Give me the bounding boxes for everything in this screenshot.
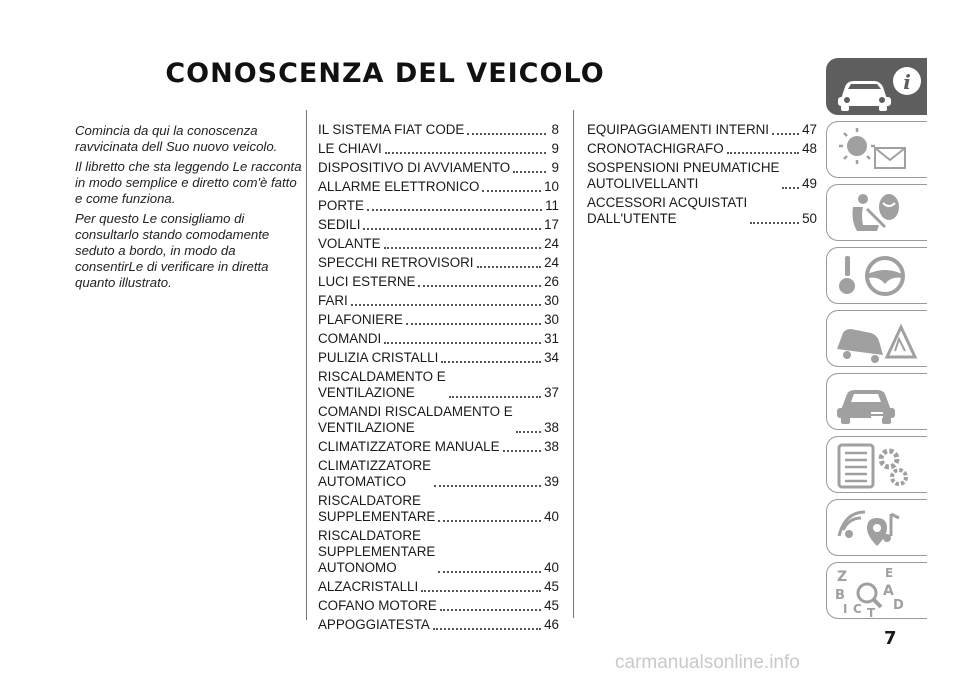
toc-leader-dots xyxy=(513,171,546,173)
toc-entry-label: SOSPENSIONI PNEUMATICHE AUTOLIVELLANTI xyxy=(587,160,780,191)
steering-key-icon xyxy=(827,248,928,305)
toc-leader-dots xyxy=(384,247,542,249)
index-letter: Z xyxy=(837,569,848,585)
specs-gear-icon xyxy=(827,437,928,494)
toc-entry-label: EQUIPAGGIAMENTI INTERNI xyxy=(587,122,770,137)
toc-entry-page: 38 xyxy=(544,439,559,454)
tab-car-service[interactable] xyxy=(826,373,927,430)
toc-entry-page: 47 xyxy=(802,122,817,137)
tab-car-accident[interactable] xyxy=(826,310,927,367)
toc-entry-page: 40 xyxy=(544,560,559,575)
intro-paragraph: Comincia da qui la conoscenza ravvicinata dell Suo nuovo veicolo. xyxy=(75,123,278,154)
toc-entry-page: 45 xyxy=(544,579,559,594)
toc-entry-page: 11 xyxy=(545,198,559,213)
airbag-seat-icon xyxy=(827,185,928,242)
toc-entry[interactable] xyxy=(318,141,559,157)
toc-entry[interactable] xyxy=(318,293,559,309)
toc-entry-page: 24 xyxy=(544,236,559,251)
toc-entry[interactable] xyxy=(318,331,559,347)
toc-leader-dots xyxy=(503,450,542,452)
toc-entry[interactable] xyxy=(318,369,559,401)
toc-leader-dots xyxy=(385,152,546,154)
toc-entry-page: 48 xyxy=(802,141,817,156)
index-letter: A xyxy=(883,583,894,599)
toc-entry-page: 46 xyxy=(544,617,559,632)
car-accident-icon xyxy=(827,311,928,368)
toc-entry-label: RISCALDAMENTO E VENTILAZIONE xyxy=(318,369,446,400)
toc-entry[interactable] xyxy=(318,217,559,233)
toc-leader-dots xyxy=(440,609,541,611)
toc-entry[interactable] xyxy=(318,236,559,252)
tab-airbag-seat[interactable] xyxy=(826,184,927,241)
toc-leader-dots xyxy=(477,266,542,268)
toc-entry-page: 37 xyxy=(544,385,559,400)
toc-entry[interactable] xyxy=(318,439,559,455)
column-divider xyxy=(573,110,574,618)
toc-entry-page: 45 xyxy=(544,598,559,613)
toc-entry-label: COMANDI xyxy=(318,331,382,346)
toc-entry-page: 49 xyxy=(802,176,817,191)
chapter-tabs xyxy=(826,58,930,625)
toc-entry[interactable] xyxy=(318,528,559,576)
toc-entry-label: LE CHIAVI xyxy=(318,141,382,156)
toc-entry-label: PORTE xyxy=(318,198,364,213)
toc-entry[interactable] xyxy=(318,617,559,633)
toc-entry[interactable] xyxy=(587,160,817,192)
toc-leader-dots xyxy=(482,190,541,192)
toc-leader-dots xyxy=(363,228,541,230)
toc-leader-dots xyxy=(750,222,799,224)
toc-entry-label: DISPOSITIVO DI AVVIAMENTO xyxy=(318,160,511,175)
toc-entry-page: 30 xyxy=(544,312,559,327)
tab-warning-lights[interactable] xyxy=(826,121,927,178)
toc-leader-dots xyxy=(467,133,546,135)
toc-entry-page: 26 xyxy=(544,274,559,289)
tab-steering-key[interactable] xyxy=(826,247,927,304)
toc-leader-dots xyxy=(421,590,541,592)
toc-entry-page: 50 xyxy=(802,211,817,226)
toc-entry-label: PULIZIA CRISTALLI xyxy=(318,350,439,365)
toc-leader-dots xyxy=(727,152,799,154)
intro-text xyxy=(75,123,305,295)
toc-entry[interactable] xyxy=(318,493,559,525)
toc-entry[interactable] xyxy=(587,122,817,138)
toc-entry[interactable] xyxy=(318,579,559,595)
multimedia-icon xyxy=(827,500,928,557)
toc-entry-label: CLIMATIZZATORE MANUALE xyxy=(318,439,500,454)
toc-leader-dots xyxy=(406,323,541,325)
toc-leader-dots xyxy=(449,396,541,398)
toc-leader-dots xyxy=(438,520,541,522)
index-letter: I xyxy=(843,602,848,616)
toc-leader-dots xyxy=(418,285,541,287)
tab-specs[interactable] xyxy=(826,436,927,493)
toc-leader-dots xyxy=(516,431,541,433)
svg-text:i: i xyxy=(903,70,911,94)
toc-entry-page: 40 xyxy=(544,509,559,524)
watermark: carmanualsonline.info xyxy=(615,652,800,673)
toc-entry-label: COFANO MOTORE xyxy=(318,598,437,613)
tab-index[interactable] xyxy=(826,562,927,619)
toc-leader-dots xyxy=(782,187,799,189)
toc-entry[interactable] xyxy=(587,195,817,227)
index-letter: T xyxy=(867,606,876,620)
warning-lights-icon xyxy=(827,122,928,179)
toc-entry[interactable] xyxy=(318,404,559,436)
toc-leader-dots xyxy=(441,361,541,363)
car-info-icon xyxy=(827,59,928,116)
toc-entry-label: COMANDI RISCALDAMENTO E VENTILAZIONE xyxy=(318,404,513,435)
toc-leader-dots xyxy=(433,628,541,630)
toc-entry-page: 38 xyxy=(544,420,559,435)
toc-entry[interactable] xyxy=(318,458,559,490)
toc-entry-label: ALZACRISTALLI xyxy=(318,579,419,594)
toc-leader-dots xyxy=(367,209,542,211)
toc-entry-page: 24 xyxy=(544,255,559,270)
page-number: 7 xyxy=(884,628,897,649)
index-letters-icon xyxy=(827,563,928,620)
toc-entry[interactable] xyxy=(318,198,559,214)
toc-entry[interactable] xyxy=(318,312,559,328)
index-letter: B xyxy=(835,588,845,603)
toc-entry-label: FARI xyxy=(318,293,348,308)
toc-entry-label: CLIMATIZZATORE AUTOMATICO xyxy=(318,458,432,489)
tab-multimedia[interactable] xyxy=(826,499,927,556)
toc-entry-label: SPECCHI RETROVISORI xyxy=(318,255,474,270)
toc-entry-label: CRONOTACHIGRAFO xyxy=(587,141,724,156)
toc-entry[interactable] xyxy=(587,141,817,157)
toc-entry[interactable] xyxy=(318,350,559,366)
toc-entry-page: 10 xyxy=(544,179,559,194)
car-service-icon xyxy=(827,374,928,431)
toc-entry[interactable] xyxy=(318,179,559,195)
toc-entry-label: ACCESSORI ACQUISTATI DALL'UTENTE xyxy=(587,195,748,226)
toc-entry-label: LUCI ESTERNE xyxy=(318,274,416,289)
toc-entry-label: APPOGGIATESTA xyxy=(318,617,430,632)
column-divider xyxy=(306,110,307,620)
page-title: CONOSCENZA DEL VEICOLO xyxy=(165,58,605,89)
index-letter: D xyxy=(893,598,904,613)
toc-entry-page: 9 xyxy=(551,160,559,175)
toc-entry[interactable] xyxy=(318,598,559,614)
toc-entry-label: VOLANTE xyxy=(318,236,381,251)
toc-entry-label: IL SISTEMA FIAT CODE xyxy=(318,122,465,137)
intro-paragraph: Il libretto che sta leggendo Le racconta in modo semplice e diretto com'è fatto e come funziona. xyxy=(75,159,302,206)
toc-leader-dots xyxy=(351,304,541,306)
toc-entry-page: 17 xyxy=(544,217,559,232)
toc-leader-dots xyxy=(772,133,799,135)
toc-entry-page: 9 xyxy=(551,141,559,156)
toc-entry-label: SEDILI xyxy=(318,217,361,232)
toc-entry-page: 34 xyxy=(544,350,559,365)
toc-entry-page: 31 xyxy=(544,331,559,346)
toc-entry-label: PLAFONIERE xyxy=(318,312,403,327)
index-letter: E xyxy=(885,566,894,580)
intro-paragraph: Per questo Le consigliamo di consultarlo stando comodamente seduto a bordo, in modo da consentirLe di verificare in diretta quanto illustrato. xyxy=(75,211,270,290)
toc-leader-dots xyxy=(434,485,541,487)
table-of-contents-col1 xyxy=(318,122,559,636)
toc-entry-label: RISCALDATORE SUPPLEMENTARE AUTONOMO xyxy=(318,528,436,575)
toc-leader-dots xyxy=(438,571,541,573)
index-letter: C xyxy=(853,602,862,616)
toc-entry[interactable] xyxy=(318,122,559,138)
toc-leader-dots xyxy=(384,342,541,344)
toc-entry-label: RISCALDATORE SUPPLEMENTARE xyxy=(318,493,436,524)
toc-entry-page: 8 xyxy=(551,122,559,137)
toc-entry[interactable] xyxy=(318,255,559,271)
toc-entry-page: 30 xyxy=(544,293,559,308)
tab-car-info[interactable] xyxy=(826,58,927,115)
toc-entry[interactable] xyxy=(318,274,559,290)
toc-entry-page: 39 xyxy=(544,474,559,489)
table-of-contents-col2 xyxy=(587,122,817,230)
toc-entry-label: ALLARME ELETTRONICO xyxy=(318,179,480,194)
toc-entry[interactable] xyxy=(318,160,559,176)
